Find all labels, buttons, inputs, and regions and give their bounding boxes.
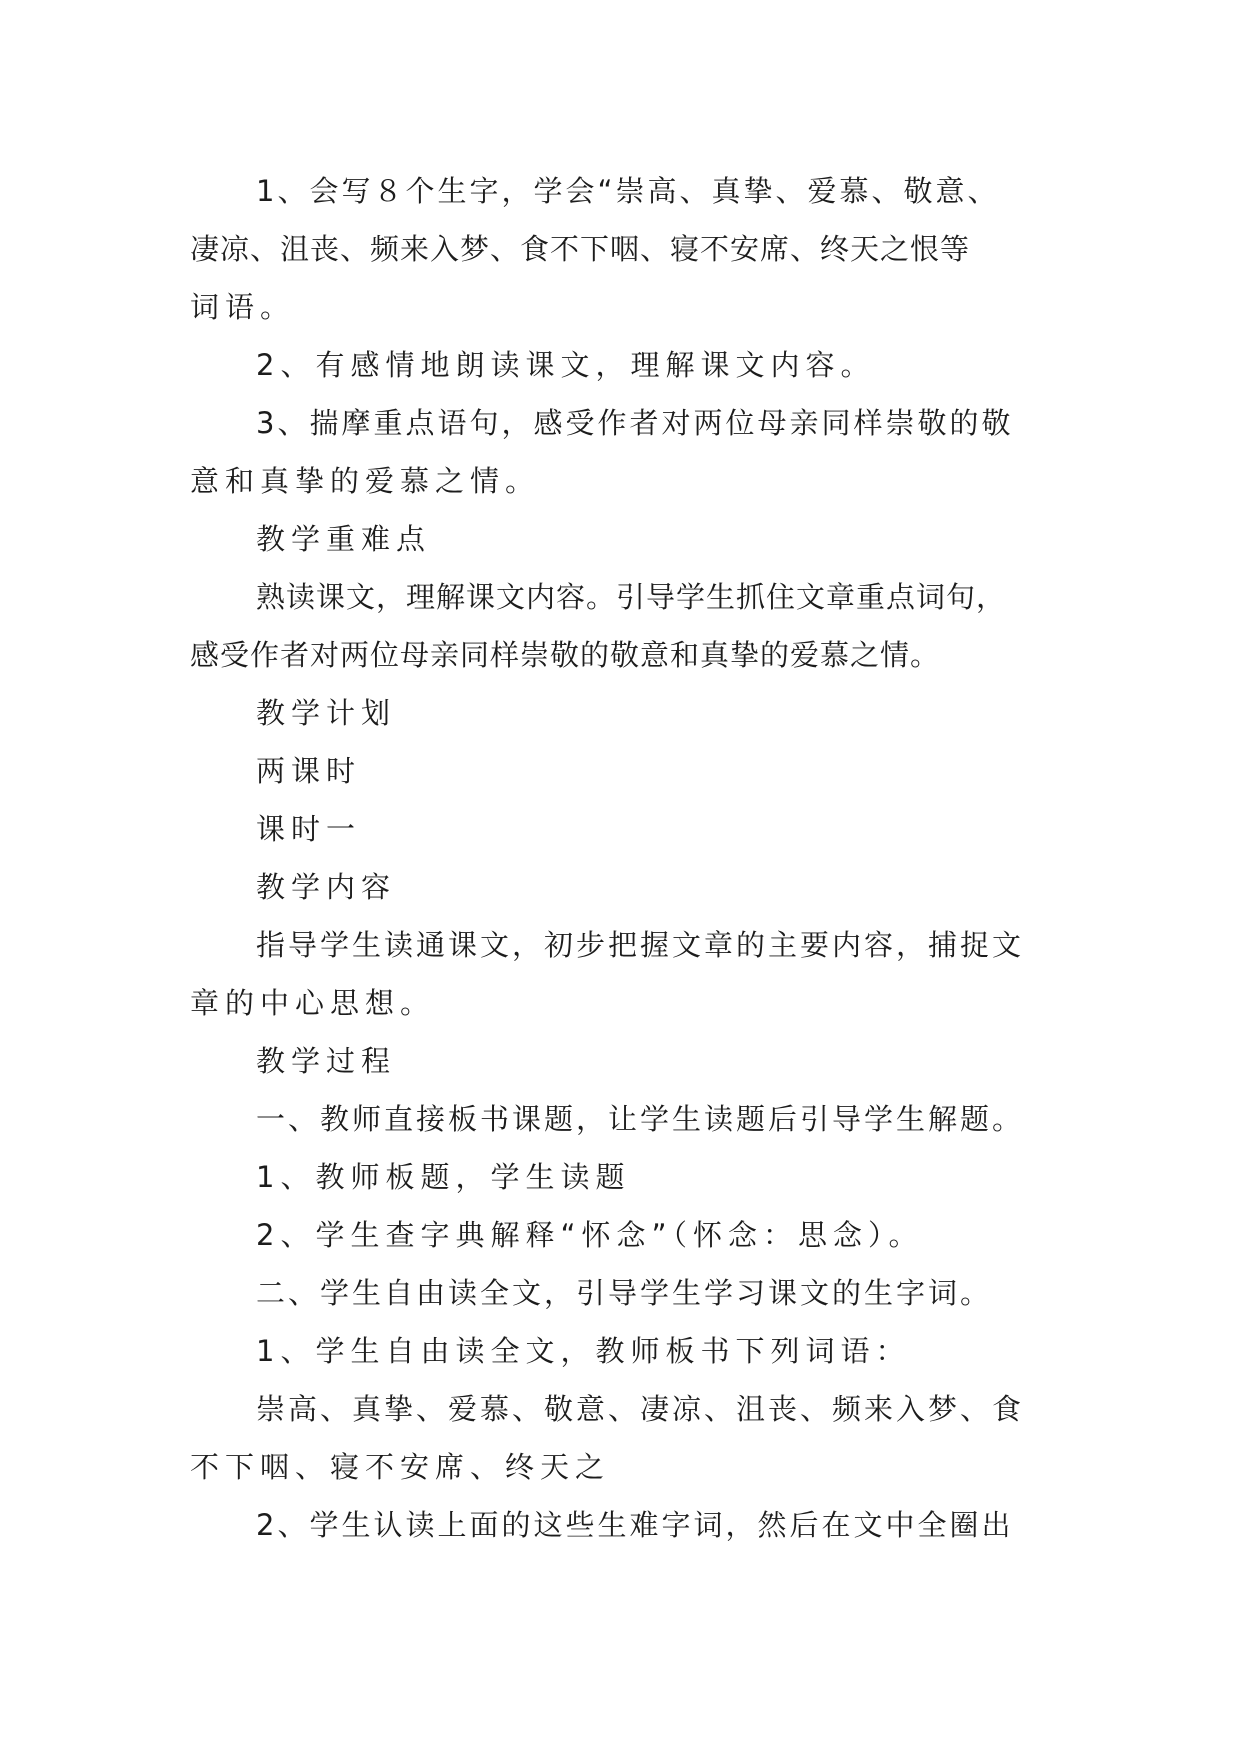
paragraph-line: 指导学生读通课文，初步把握文章的主要内容，捕捉文 (256, 928, 1025, 962)
section-heading: 教学内容 (256, 870, 397, 904)
step-1-2-paragraph (0, 1206, 1241, 1264)
lesson-one-label (0, 800, 1241, 858)
section-heading: 教学计划 (256, 696, 397, 730)
paragraph-line: 章的中心思想。 (190, 986, 436, 1020)
step-2-1-paragraph (0, 1322, 1241, 1380)
step-2-2-paragraph (0, 1496, 1241, 1554)
document-body (0, 162, 1241, 1554)
heading-process (0, 1032, 1241, 1090)
paragraph-line: 感受作者对两位母亲同样崇敬的敬意和真挚的爱慕之情。 (190, 638, 941, 672)
paragraph-line: 二、学生自由读全文，引导学生学习课文的生字词。 (256, 1276, 993, 1310)
paragraph-line: 一、教师直接板书课题，让学生读题后引导学生解题。 (256, 1102, 1025, 1136)
heading-key-difficult (0, 510, 1241, 568)
paragraph-line: 1、会写８个生字，学会“崇高、真挚、爱慕、敬意、 (256, 174, 1000, 208)
plan-paragraph (0, 742, 1241, 800)
paragraph-line: 2、学生查字典解释“怀念”（怀念：思念）。 (256, 1218, 924, 1252)
paragraph-line: 两课时 (256, 754, 362, 788)
paragraph-line: 课时一 (256, 812, 362, 846)
paragraph-line: 不下咽、寝不安席、终天之 (190, 1450, 611, 1484)
step-1-1-paragraph (0, 1148, 1241, 1206)
word-list-paragraph (0, 1380, 1241, 1496)
paragraph-line: 1、学生自由读全文，教师板书下列词语： (256, 1334, 911, 1368)
paragraph-line: 崇高、真挚、爱慕、敬意、凄凉、沮丧、频来入梦、食 (256, 1392, 1025, 1426)
paragraph-line: 熟读课文，理解课文内容。引导学生抓住文章重点词句， (256, 580, 1007, 614)
step-2-paragraph (0, 1264, 1241, 1322)
paragraph-line: 2、学生认读上面的这些生难字词，然后在文中全圈出 (256, 1508, 1014, 1542)
heading-plan (0, 684, 1241, 742)
paragraph-line: 词语。 (190, 290, 296, 324)
paragraph-line: 意和真挚的爱慕之情。 (190, 464, 541, 498)
content-paragraph (0, 916, 1241, 1032)
heading-content (0, 858, 1241, 916)
objective-2-paragraph (0, 336, 1241, 394)
paragraph-line: 3、揣摩重点语句，感受作者对两位母亲同样崇敬的敬 (256, 406, 1014, 440)
paragraph-line: 1、教师板题，学生读题 (256, 1160, 631, 1194)
step-1-paragraph (0, 1090, 1241, 1148)
section-heading: 教学过程 (256, 1044, 397, 1078)
objective-3-paragraph (0, 394, 1241, 510)
paragraph-line: 2、有感情地朗读课文，理解课文内容。 (256, 348, 876, 382)
objective-1-paragraph (0, 162, 1241, 336)
key-difficult-paragraph (0, 568, 1241, 684)
section-heading: 教学重难点 (256, 522, 432, 556)
paragraph-line: 凄凉、沮丧、频来入梦、食不下咽、寝不安席、终天之恨等 (190, 232, 971, 266)
